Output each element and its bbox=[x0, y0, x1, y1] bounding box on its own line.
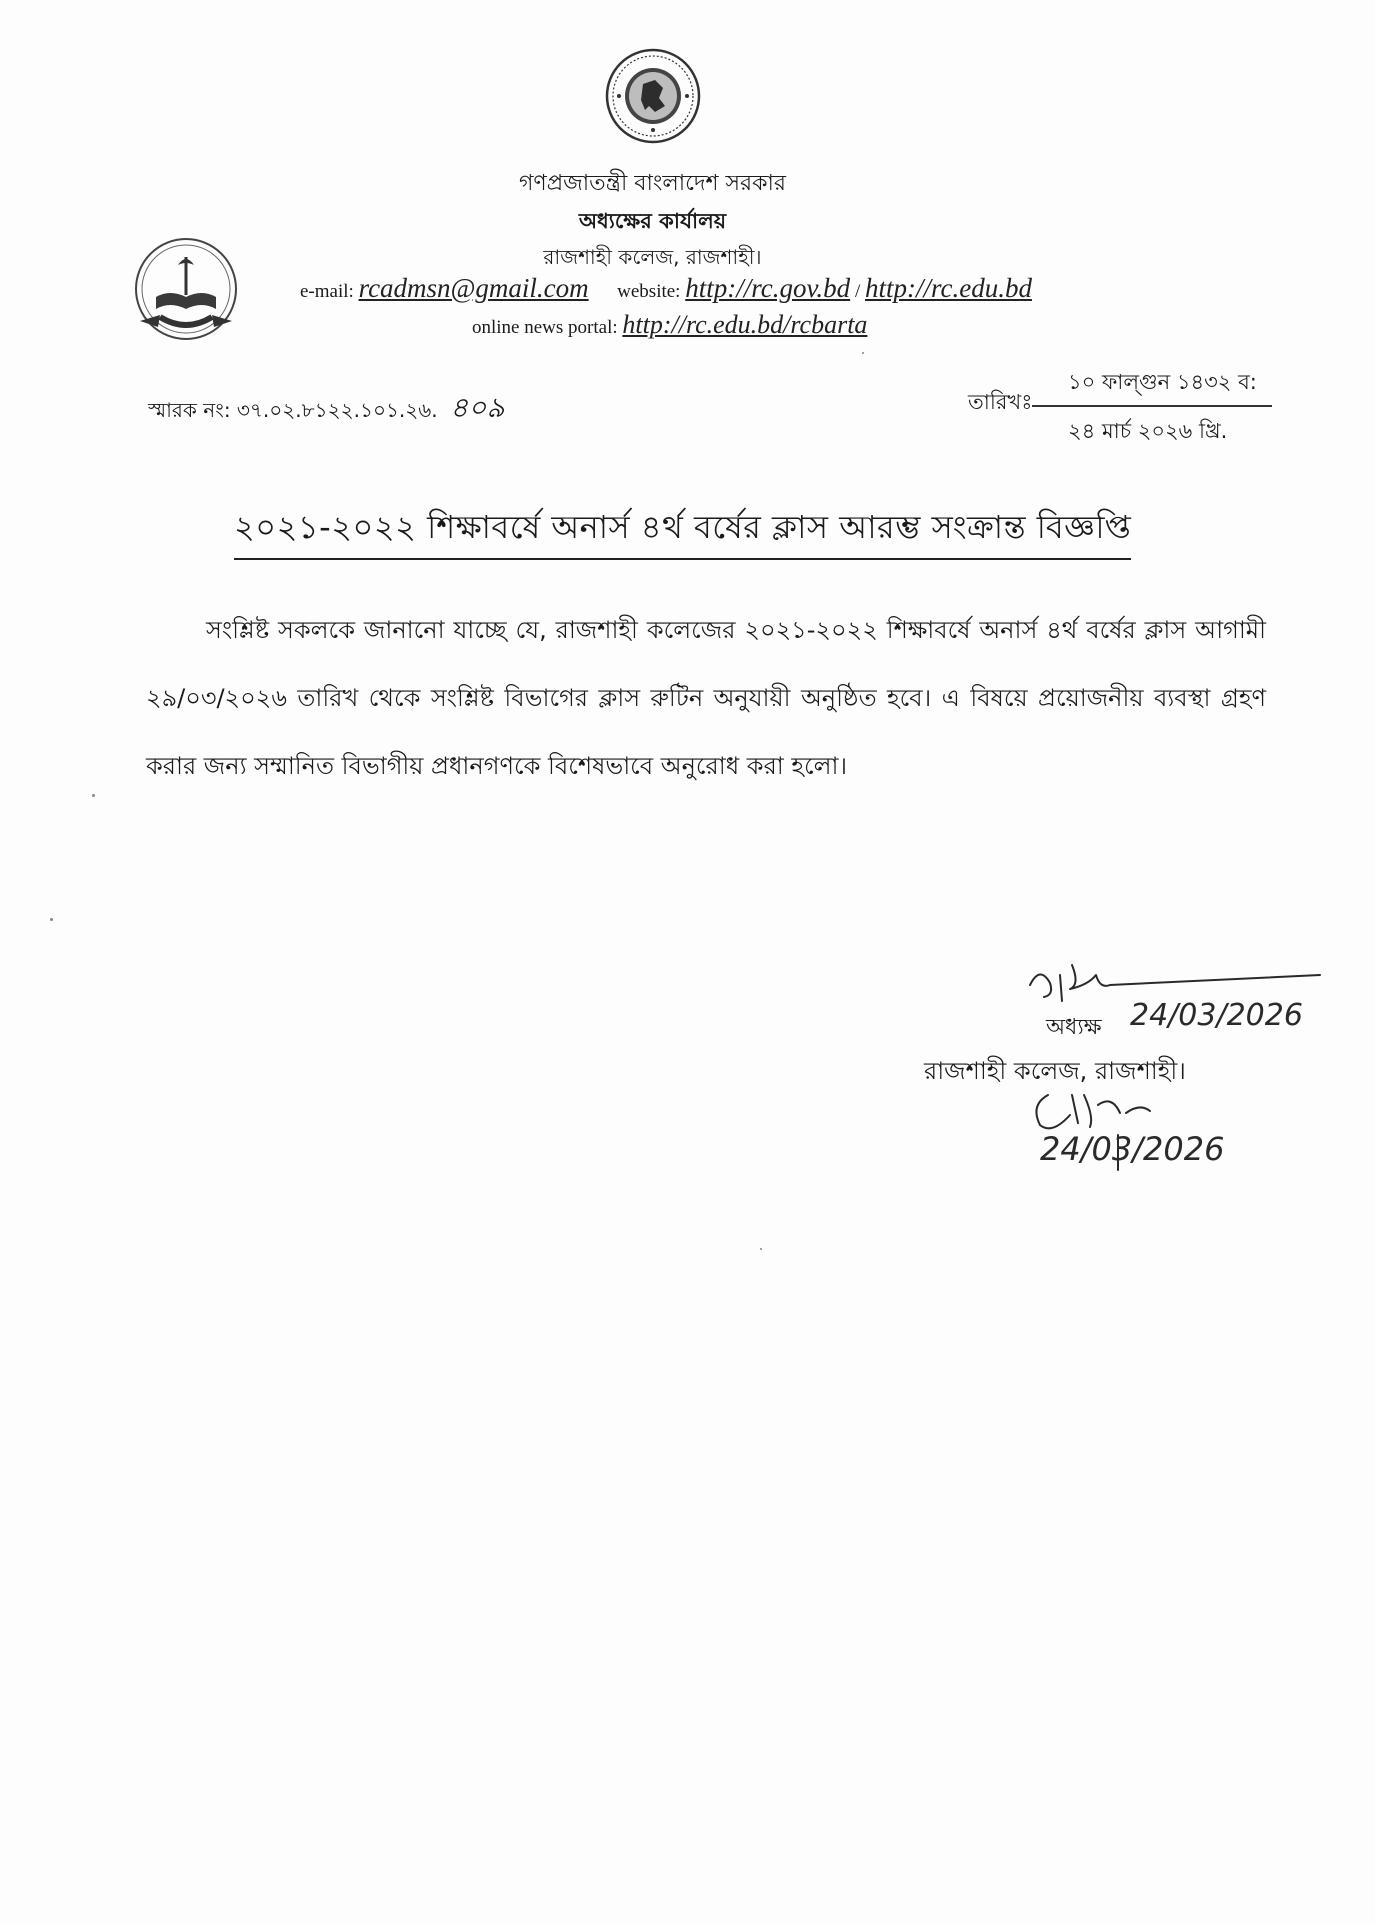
news-portal-row bbox=[472, 310, 867, 340]
date-block bbox=[1032, 366, 1272, 450]
date-label: তারিখঃ bbox=[968, 390, 1033, 414]
notice-title: ২০২১-২০২২ শিক্ষাবর্ষে অনার্স ৪র্থ বর্ষের ক্লাস আরম্ভ সংক্রান্ত বিজ্ঞপ্তি bbox=[234, 502, 1131, 560]
signatory-college: রাজশাহী কলেজ, রাজশাহী। bbox=[924, 1057, 1186, 1085]
website-link-gov[interactable]: http://rc.gov.bd bbox=[685, 273, 851, 303]
handwritten-date-2: 24/03/2026 bbox=[1040, 1130, 1225, 1168]
handwritten-date-1: 24/03/2026 bbox=[1130, 998, 1303, 1033]
college-logo-icon bbox=[130, 235, 242, 347]
contact-row bbox=[300, 273, 1032, 304]
government-seal-icon bbox=[605, 48, 701, 144]
signatory-title: অধ্যক্ষ bbox=[1046, 1015, 1102, 1040]
portal-link[interactable]: http://rc.edu.bd/rcbarta bbox=[622, 310, 868, 339]
portal-label: online news portal: bbox=[472, 317, 618, 338]
college-address: রাজশাহী কলেজ, রাজশাহী। bbox=[543, 245, 762, 269]
memo-label: স্মারক নং: ৩৭.০২.৮১২২.১০১.২৬. bbox=[148, 398, 438, 422]
notice-body: সংশ্লিষ্ট সকলকে জানানো যাচ্ছে যে, রাজশাহী কলেজের ২০২১-২০২২ শিক্ষাবর্ষে অনার্স ৪র্থ বর্ষের ক্লাস আগামী ২৯/০৩/২০২৬ তারিখ থেকে সংশ্লিষ্ট বিভাগের ক্লাস রুটিন অনুযায়ী অনুষ্ঠিত হবে। এ বিষয়ে প্রয়োজনীয় ব্যবস্থা গ্রহণ করার জন্য সম্মানিত বিভাগীয় প্রধানগণকে বিশেষভাবে অনুরোধ করা হলো। bbox=[146, 616, 1266, 780]
memo-number bbox=[148, 386, 505, 433]
email-label: e-mail: bbox=[300, 281, 354, 302]
scan-speck bbox=[760, 1248, 762, 1250]
website-label: website: bbox=[617, 281, 681, 302]
scan-speck bbox=[50, 918, 53, 921]
date-gregorian: ২৪ মার্চ ২০২৬ খ্রি. bbox=[1068, 419, 1228, 443]
memo-handwritten-number: ৪০৯ bbox=[450, 391, 505, 424]
date-bengali: ১০ ফাল্গুন ১৪৩২ ব: bbox=[1032, 366, 1272, 407]
scan-speck bbox=[862, 352, 864, 354]
scan-speck bbox=[92, 794, 95, 797]
website-separator: / bbox=[854, 281, 861, 302]
email-link[interactable]: rcadmsn@gmail.com bbox=[358, 273, 589, 303]
government-name: গণপ্রজাতন্ত্রী বাংলাদেশ সরকার bbox=[518, 171, 787, 196]
office-name: অধ্যক্ষের কার্যালয় bbox=[578, 209, 727, 233]
website-link-edu[interactable]: http://rc.edu.bd bbox=[864, 273, 1032, 303]
